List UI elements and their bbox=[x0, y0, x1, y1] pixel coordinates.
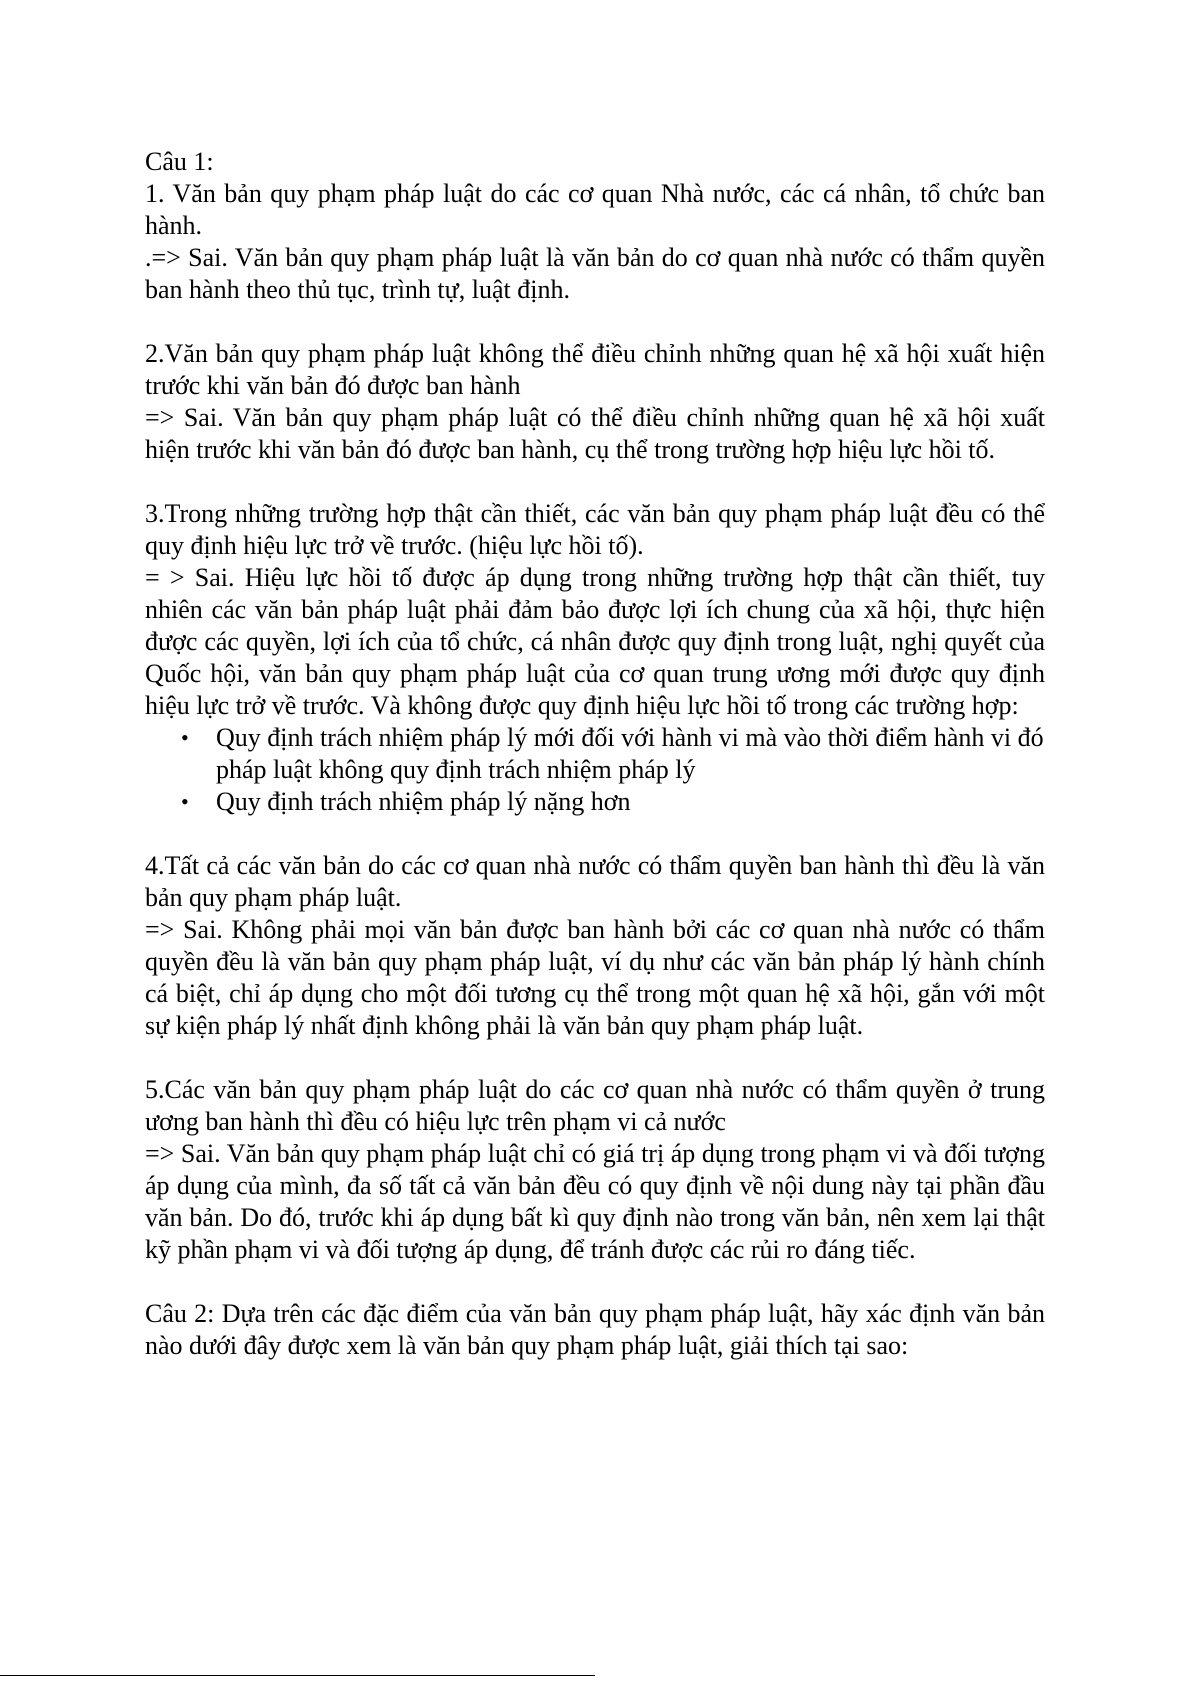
answer-3: = > Sai. Hiệu lực hồi tố được áp dụng trong những trường hợp thật cần thiết, tuy nhiên các văn bản pháp luật phải đảm bảo được lợi ích chung của xã hội, thực hiện được các quyền, lợi ích của tổ chức, cá nhân được quy định trong luật, nghị quyết của Quốc hội, văn bản quy phạm pháp luật của cơ quan trung ương mới được quy định hiệu lực trở về trước. Và không được quy định hiệu lực hồi tố trong các trường hợp: bbox=[145, 563, 1045, 720]
statement-1: 1. Văn bản quy phạm pháp luật do các cơ quan Nhà nước, các cá nhân, tổ chức ban hành. bbox=[145, 179, 1045, 240]
answer-4: => Sai. Không phải mọi văn bản được ban hành bởi các cơ quan nhà nước có thẩm quyền đều là văn bản quy phạm pháp luật, ví dụ như các văn bản pháp lý hành chính cá biệt, chỉ áp dụng cho một đối tương cụ thể trong một quan hệ xã hội, gắn với một sự kiện pháp lý nhất định không phải là văn bản quy phạm pháp luật. bbox=[145, 915, 1045, 1040]
exception-list bbox=[145, 722, 1045, 818]
paragraph-spacer bbox=[145, 466, 1045, 498]
statement-3: 3.Trong những trường hợp thật cần thiết, các văn bản quy phạm pháp luật đều có thể quy định hiệu lực trở về trước. (hiệu lực hồi tố). bbox=[145, 499, 1045, 560]
statement-4: 4.Tất cả các văn bản do các cơ quan nhà nước có thẩm quyền ban hành thì đều là văn bản quy phạm pháp luật. bbox=[145, 851, 1045, 912]
document-body bbox=[145, 146, 1045, 1362]
footer-divider bbox=[0, 1675, 595, 1676]
paragraph-spacer bbox=[145, 306, 1045, 338]
list-item: • Quy định trách nhiệm pháp lý mới đối với hành vi mà vào thời điểm hành vi đó pháp luật không quy định trách nhiệm pháp lý bbox=[145, 722, 1045, 786]
statement-5: 5.Các văn bản quy phạm pháp luật do các cơ quan nhà nước có thẩm quyền ở trung ương ban hành thì đều có hiệu lực trên phạm vi cả nước bbox=[145, 1075, 1045, 1136]
answer-1: .=> Sai. Văn bản quy phạm pháp luật là văn bản do cơ quan nhà nước có thẩm quyền ban hành theo thủ tục, trình tự, luật định. bbox=[145, 243, 1045, 304]
paragraph-spacer bbox=[145, 818, 1045, 850]
statement-2: 2.Văn bản quy phạm pháp luật không thể điều chỉnh những quan hệ xã hội xuất hiện trước khi văn bản đó được ban hành bbox=[145, 339, 1045, 400]
question-2-text: Câu 2: Dựa trên các đặc điểm của văn bản quy phạm pháp luật, hãy xác định văn bản nào dưới đây được xem là văn bản quy phạm pháp luật, giải thích tại sao: bbox=[145, 1299, 1045, 1360]
paragraph-spacer bbox=[145, 1266, 1045, 1298]
answer-2: => Sai. Văn bản quy phạm pháp luật có thể điều chỉnh những quan hệ xã hội xuất hiện trước khi văn bản đó được ban hành, cụ thể trong trường hợp hiệu lực hồi tố. bbox=[145, 403, 1045, 464]
list-item: • Quy định trách nhiệm pháp lý nặng hơn bbox=[145, 786, 1045, 818]
paragraph-spacer bbox=[145, 1042, 1045, 1074]
answer-5: => Sai. Văn bản quy phạm pháp luật chỉ có giá trị áp dụng trong phạm vi và đối tượng áp dụng của mình, đa số tất cả văn bản đều có quy định về nội dung này tại phần đầu văn bản. Do đó, trước khi áp dụng bất kì quy định nào trong văn bản, nên xem lại thật kỹ phần phạm vi và đối tượng áp dụng, để tránh được các rủi ro đáng tiếc. bbox=[145, 1139, 1045, 1264]
question-1-heading: Câu 1: bbox=[145, 147, 214, 176]
